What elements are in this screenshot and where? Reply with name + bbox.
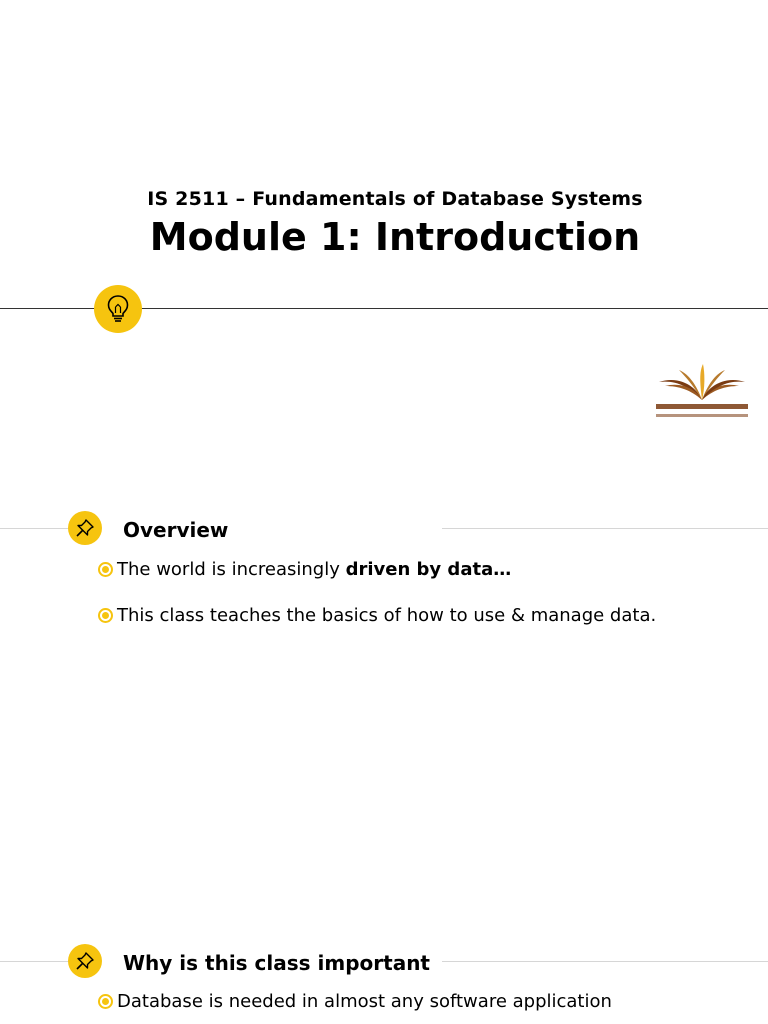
importance-pin-badge (68, 944, 102, 978)
circle-bullet-icon (98, 608, 113, 623)
overview-bullet-2 (98, 605, 656, 626)
importance-divider-right (442, 961, 768, 962)
bullet-text: This class teaches the basics of how to use & manage data. (117, 605, 657, 626)
overview-divider-left (0, 528, 70, 529)
pushpin-icon (75, 951, 95, 971)
page-title: Module 1: Introduction (149, 215, 641, 259)
circle-bullet-icon (98, 994, 113, 1009)
bullet-text: Database is needed in almost any software application (117, 991, 612, 1012)
importance-heading: Why is this class important (123, 951, 430, 975)
circle-bullet-icon (98, 562, 113, 577)
overview-divider-right (442, 528, 768, 529)
importance-divider-left (0, 961, 70, 962)
pushpin-icon (75, 518, 95, 538)
lightbulb-icon (105, 294, 131, 324)
university-logo (655, 362, 749, 422)
bullet-bold-text: driven by data… (345, 559, 512, 580)
overview-pin-badge (68, 511, 102, 545)
importance-bullet-1 (98, 991, 612, 1012)
overview-bullet-1 (98, 559, 511, 580)
bullet-text: The world is increasingly (117, 559, 346, 580)
lightbulb-badge (94, 285, 142, 333)
overview-heading: Overview (123, 518, 229, 542)
course-subtitle: IS 2511 – Fundamentals of Database Systems (147, 188, 643, 210)
